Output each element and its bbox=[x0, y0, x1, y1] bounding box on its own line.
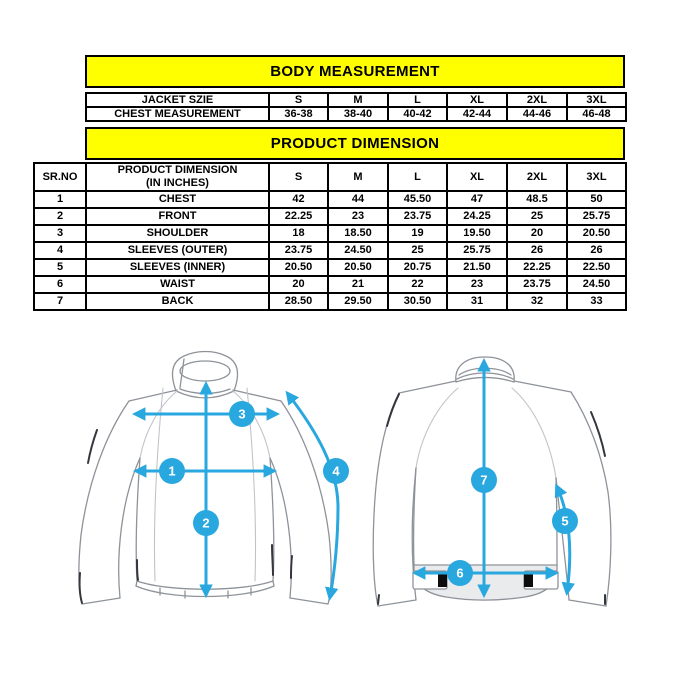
dimension-value: 18.50 bbox=[328, 225, 388, 242]
back-left-sleeve bbox=[373, 393, 399, 606]
dimension-value: 25.75 bbox=[447, 242, 507, 259]
measurement-marker-3 bbox=[229, 401, 255, 427]
marker-1-number: 1 bbox=[168, 463, 176, 479]
row-label: SLEEVES (INNER) bbox=[86, 259, 269, 276]
dimension-value: 24.50 bbox=[567, 276, 626, 293]
measurement-marker-2 bbox=[193, 510, 219, 536]
row-label: SHOULDER bbox=[86, 225, 269, 242]
dimension-value: 20 bbox=[507, 225, 567, 242]
product-dimension-title: PRODUCT DIMENSION bbox=[270, 135, 440, 152]
dimension-value: 20.50 bbox=[328, 259, 388, 276]
row-label: FRONT bbox=[86, 208, 269, 225]
size-value: 36-38 bbox=[269, 107, 328, 121]
jacket-front-illustration bbox=[79, 352, 349, 605]
row-label: BACK bbox=[86, 293, 269, 310]
size-value: M bbox=[328, 93, 388, 107]
size-header: L bbox=[388, 163, 447, 191]
dimension-value: 31 bbox=[447, 293, 507, 310]
size-value: S bbox=[269, 93, 328, 107]
dimension-value: 20.50 bbox=[567, 225, 626, 242]
dimension-value: 50 bbox=[567, 191, 626, 208]
row-label: CHEST bbox=[86, 191, 269, 208]
dimension-value: 21.50 bbox=[447, 259, 507, 276]
dimension-value: 25 bbox=[507, 208, 567, 225]
measurement-marker-6 bbox=[447, 560, 473, 586]
marker-7-number: 7 bbox=[480, 472, 488, 488]
dimension-value: 24.50 bbox=[328, 242, 388, 259]
dimension-value: 32 bbox=[507, 293, 567, 310]
dimension-value: 25.75 bbox=[567, 208, 626, 225]
row-srno: 6 bbox=[34, 276, 86, 293]
dimension-value: 22.50 bbox=[567, 259, 626, 276]
dimension-value: 28.50 bbox=[269, 293, 328, 310]
dimension-value: 18 bbox=[269, 225, 328, 242]
size-value: 44-46 bbox=[507, 107, 567, 121]
row-srno: 4 bbox=[34, 242, 86, 259]
back-right-sleeve bbox=[571, 392, 611, 606]
dimension-value: 19.50 bbox=[447, 225, 507, 242]
measurement-marker-1 bbox=[159, 458, 185, 484]
dimension-value: 19 bbox=[388, 225, 447, 242]
row-label: JACKET SZIE bbox=[86, 93, 269, 107]
front-collar-opening bbox=[180, 361, 230, 381]
srno-header: SR.NO bbox=[34, 163, 86, 191]
dimension-value: 48.5 bbox=[507, 191, 567, 208]
size-header: 2XL bbox=[507, 163, 567, 191]
measurement-marker-7 bbox=[471, 467, 497, 493]
dimension-value: 30.50 bbox=[388, 293, 447, 310]
size-value: XL bbox=[447, 93, 507, 107]
front-left-sleeve bbox=[79, 401, 129, 604]
dimension-value: 24.25 bbox=[447, 208, 507, 225]
row-srno: 1 bbox=[34, 191, 86, 208]
dimension-value: 22.25 bbox=[269, 208, 328, 225]
marker-4-number: 4 bbox=[332, 463, 340, 479]
dimension-value: 20 bbox=[269, 276, 328, 293]
row-srno: 5 bbox=[34, 259, 86, 276]
dimension-value: 22 bbox=[388, 276, 447, 293]
right-belt-buckle bbox=[524, 573, 533, 587]
measurement-marker-5 bbox=[552, 508, 578, 534]
dimension-value: 23.75 bbox=[388, 208, 447, 225]
dimension-value: 26 bbox=[507, 242, 567, 259]
dimension-value: 23 bbox=[328, 208, 388, 225]
size-value: 42-44 bbox=[447, 107, 507, 121]
row-srno: 3 bbox=[34, 225, 86, 242]
dimension-value: 29.50 bbox=[328, 293, 388, 310]
size-value: 3XL bbox=[567, 93, 626, 107]
measurement-marker-4 bbox=[323, 458, 349, 484]
size-value: 40-42 bbox=[388, 107, 447, 121]
dimension-value: 21 bbox=[328, 276, 388, 293]
marker-3-number: 3 bbox=[238, 406, 246, 422]
marker-6-number: 6 bbox=[456, 565, 464, 581]
size-value: L bbox=[388, 93, 447, 107]
size-value: 38-40 bbox=[328, 107, 388, 121]
marker-2-number: 2 bbox=[202, 515, 210, 531]
marker-5-number: 5 bbox=[561, 513, 569, 529]
size-header: S bbox=[269, 163, 328, 191]
dimension-header: PRODUCT DIMENSION (IN INCHES) bbox=[86, 163, 269, 191]
dimension-value: 42 bbox=[269, 191, 328, 208]
row-srno: 2 bbox=[34, 208, 86, 225]
dimension-value: 23 bbox=[447, 276, 507, 293]
jacket-back-illustration bbox=[373, 357, 611, 606]
dimension-value: 23.75 bbox=[269, 242, 328, 259]
left-belt-buckle bbox=[438, 573, 447, 587]
dimension-value: 45.50 bbox=[388, 191, 447, 208]
body-measurement-title: BODY MEASUREMENT bbox=[270, 63, 440, 80]
size-header: M bbox=[328, 163, 388, 191]
size-header: XL bbox=[447, 163, 507, 191]
size-value: 2XL bbox=[507, 93, 567, 107]
front-right-sleeve bbox=[281, 401, 331, 604]
row-label: SLEEVES (OUTER) bbox=[86, 242, 269, 259]
row-label: WAIST bbox=[86, 276, 269, 293]
row-label: CHEST MEASUREMENT bbox=[86, 107, 269, 121]
dimension-value: 22.25 bbox=[507, 259, 567, 276]
dimension-value: 20.75 bbox=[388, 259, 447, 276]
dimension-value: 26 bbox=[567, 242, 626, 259]
row-srno: 7 bbox=[34, 293, 86, 310]
dimension-value: 25 bbox=[388, 242, 447, 259]
dimension-value: 47 bbox=[447, 191, 507, 208]
size-value: 46-48 bbox=[567, 107, 626, 121]
size-header: 3XL bbox=[567, 163, 626, 191]
dimension-value: 20.50 bbox=[269, 259, 328, 276]
dimension-value: 44 bbox=[328, 191, 388, 208]
dimension-value: 23.75 bbox=[507, 276, 567, 293]
dimension-value: 33 bbox=[567, 293, 626, 310]
